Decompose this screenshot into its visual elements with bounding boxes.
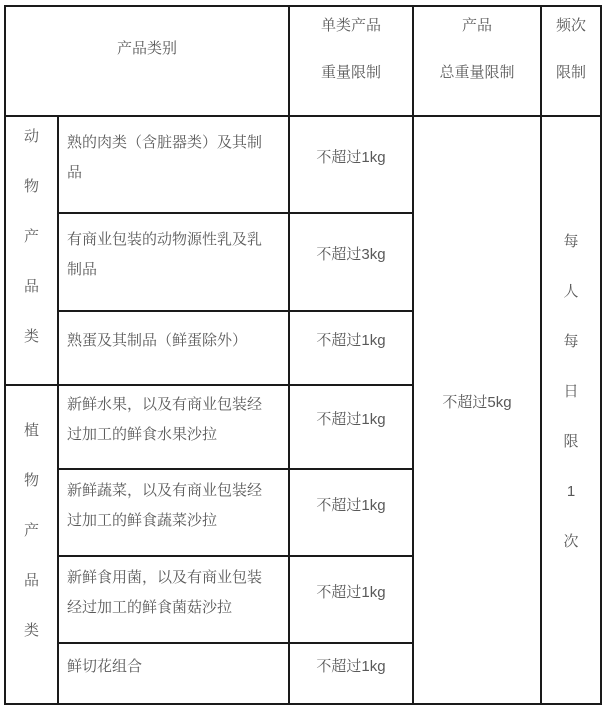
category-char: 类 — [23, 327, 39, 345]
category-char: 类 — [23, 621, 39, 639]
frequency-char: 次 — [563, 533, 579, 550]
category-char: 品 — [23, 277, 39, 295]
category-char: 植 — [23, 421, 39, 439]
header-frequency-line2: 限制 — [556, 63, 587, 81]
category-char: 物 — [23, 177, 39, 195]
frequency-char: 日 — [563, 383, 579, 400]
frequency-char: 1 — [566, 483, 576, 500]
single-limit-value: 不超过1kg — [289, 385, 413, 469]
header-row — [5, 6, 601, 116]
total-weight-limit-cell: 不超过5kg — [413, 116, 541, 704]
header-product-category-label: 产品类别 — [117, 40, 178, 57]
single-limit-value: 不超过1kg — [289, 311, 413, 385]
product-desc-cooked-eggs: 熟蛋及其制品（鲜蛋除外） — [58, 311, 289, 385]
header-product-category — [5, 6, 289, 116]
category-char: 产 — [23, 227, 39, 245]
single-limit-value: 不超过1kg — [289, 469, 413, 556]
category-char: 物 — [23, 471, 39, 489]
header-frequency — [541, 6, 601, 116]
header-single-limit-line1: 单类产品 — [321, 16, 382, 34]
frequency-char: 每 — [563, 233, 579, 250]
header-single-limit-line2: 重量限制 — [321, 63, 382, 81]
product-desc-fresh-fruit: 新鲜水果，以及有商业包装经过加工的鲜食水果沙拉 — [58, 385, 289, 469]
product-desc-cut-flowers: 鲜切花组合 — [58, 643, 289, 704]
category-char: 产 — [23, 521, 39, 539]
header-total-limit-line1: 产品 — [462, 16, 493, 34]
header-total-limit — [413, 6, 541, 116]
frequency-limit-cell — [541, 116, 601, 704]
header-frequency-line1: 频次 — [556, 16, 587, 34]
category-char: 品 — [23, 571, 39, 589]
product-desc-cooked-meat: 熟的肉类（含脏器类）及其制品 — [58, 116, 289, 213]
category-plant-products — [5, 385, 58, 704]
single-limit-value: 不超过1kg — [289, 556, 413, 643]
table-row — [5, 116, 601, 213]
frequency-char: 人 — [563, 283, 579, 300]
header-total-limit-line2: 总重量限制 — [439, 63, 515, 81]
product-limits-table — [4, 5, 602, 705]
category-char: 动 — [23, 127, 39, 145]
frequency-char: 限 — [563, 433, 579, 450]
product-desc-fresh-mushrooms: 新鲜食用菌，以及有商业包装经过加工的鲜食菌菇沙拉 — [58, 556, 289, 643]
single-limit-value: 不超过1kg — [289, 116, 413, 213]
header-single-limit — [289, 6, 413, 116]
product-desc-fresh-vegetables: 新鲜蔬菜，以及有商业包装经过加工的鲜食蔬菜沙拉 — [58, 469, 289, 556]
category-animal-products — [5, 116, 58, 385]
single-limit-value: 不超过3kg — [289, 213, 413, 311]
frequency-char: 每 — [563, 333, 579, 350]
product-desc-dairy: 有商业包装的动物源性乳及乳制品 — [58, 213, 289, 311]
single-limit-value: 不超过1kg — [289, 643, 413, 704]
